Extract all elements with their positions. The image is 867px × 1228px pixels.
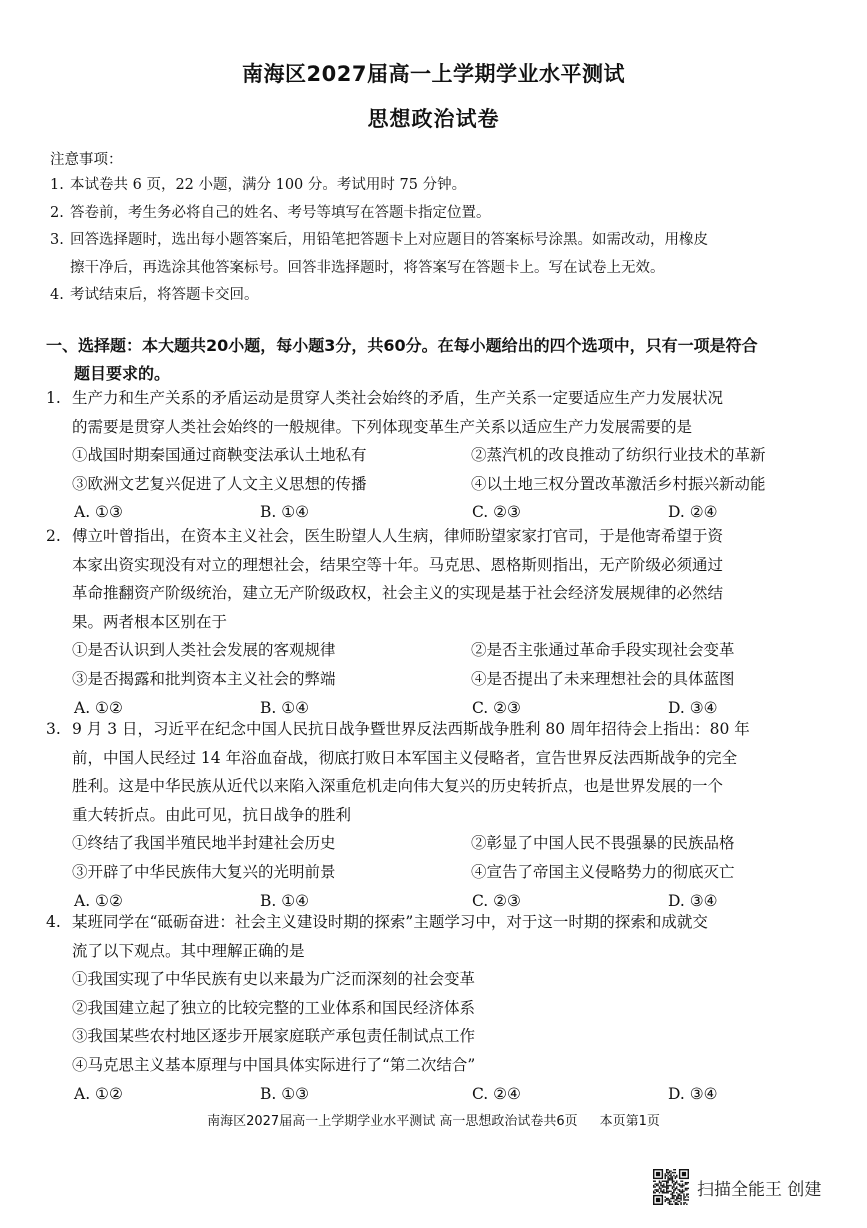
answer-option: B. ①④: [260, 891, 310, 910]
statement-row: [46, 1051, 846, 1080]
question-stem-line: [46, 715, 846, 744]
question-stem-text: 革命推翻资产阶级统治，建立无产阶级政权，社会主义的实现是基于社会经济发展规律的必然结: [72, 584, 724, 603]
question-stem-text: 傅立叶曾指出，在资本主义社会，医生盼望人人生病，律师盼望家家打官司，于是他寄希望于资: [72, 527, 724, 545]
answer-option: A. ①②: [74, 1084, 123, 1103]
notes-item-number: 1.: [50, 177, 64, 193]
section-heading-line: 一、选择题：本大题共20小题，每小题3分，共60分。在每小题给出的四个选项中，只有一项是符合: [46, 336, 758, 355]
statement-row: [46, 470, 846, 499]
question-stem-text: 生产力和生产关系的矛盾运动是贯穿人类社会始终的矛盾，生产关系一定要适应生产力发展状况: [72, 389, 724, 407]
notes-item-text: 考试结束后，将答题卡交回。: [70, 287, 259, 303]
notes-item-number: 2.: [50, 204, 64, 221]
notes-item-line: [50, 200, 830, 228]
section-heading: [46, 332, 836, 388]
statement-item: ①终结了我国半殖民地半封建社会历史: [72, 834, 336, 853]
statement-item: ③开辟了中华民族伟大复兴的光明前景: [72, 862, 336, 881]
section-heading-line: 题目要求的。: [74, 364, 171, 383]
question-stem-text: 胜利。这是中华民族从近代以来陷入深重危机走向伟大复兴的历史转折点，也是世界发展的一个: [72, 777, 724, 796]
question-stem-text: 重大转折点。由此可见，抗日战争的胜利: [72, 805, 352, 824]
footer-text: 南海区2027届高一上学期学业水平测试 高一思想政治试卷共6页: [207, 1114, 578, 1129]
statement-row: [46, 441, 846, 470]
question-number: 2.: [46, 527, 61, 545]
statement-item: ④马克思主义基本原理与中国具体实际进行了“第二次结合”: [72, 1055, 476, 1074]
answer-option: B. ①④: [260, 698, 310, 717]
answer-option: C. ②③: [472, 891, 521, 910]
question-stem-line: [46, 801, 846, 830]
question-stem-text: 某班同学在“砥砺奋进：社会主义建设时期的探索”主题学习中，对于这一时期的探索和成就交: [72, 913, 708, 931]
answer-option: D. ②④: [668, 503, 718, 522]
notes-item-number: 4.: [50, 287, 64, 303]
exam-title: 南海区2027届高一上学期学业水平测试: [242, 62, 625, 86]
notes-item-line: [50, 172, 830, 200]
question-stem-line: [46, 908, 846, 937]
question-stem-text: 前，中国人民经过 14 年浴血奋战，彻底打败日本军国主义侵略者，宣告世界反法西斯战争的完全: [72, 748, 738, 767]
question-stem-line: [46, 744, 846, 773]
notes-heading: 注意事项：: [50, 152, 123, 168]
statement-item: ②彰显了中国人民不畏强暴的民族品格: [471, 834, 735, 853]
exam-subtitle: 思想政治试卷: [367, 107, 500, 131]
notes-item-text: 本试卷共 6 页，22 小题，满分 100 分。考试用时 75 分钟。: [70, 177, 467, 193]
answer-option: C. ②③: [472, 503, 521, 522]
statement-item: ④是否提出了未来理想社会的具体蓝图: [471, 669, 735, 688]
statement-item: ④宣告了帝国主义侵略势力的彻底灭亡: [471, 862, 735, 881]
question-block: [46, 715, 846, 915]
answer-option: A. ①②: [74, 891, 123, 910]
question-number: 1.: [46, 389, 61, 407]
statement-row: [46, 636, 846, 665]
statement-row: [46, 994, 846, 1023]
statement-item: ②是否主张通过革命手段实现社会变革: [471, 641, 735, 660]
answer-option: C. ②④: [472, 1084, 521, 1103]
scanner-watermark: [653, 1168, 821, 1206]
notes-item-text: 答卷前，考生务必将自己的姓名、考号等填写在答题卡指定位置。: [70, 204, 491, 221]
statement-item: ②蒸汽机的改良推动了纺织行业技术的革新: [471, 446, 766, 465]
statement-item: ③我国某些农村地区逐步开展家庭联产承包责任制试点工作: [72, 1027, 476, 1046]
statement-row: [46, 858, 846, 887]
answer-option: A. ①③: [74, 503, 123, 522]
question-number: 4.: [46, 913, 61, 931]
question-number: 3.: [46, 720, 61, 738]
answer-option: D. ③④: [668, 698, 718, 717]
statement-row: [46, 965, 846, 994]
notes-item-number: 3.: [50, 232, 64, 248]
question-block: [46, 522, 846, 722]
question-stem-text: 本家出资实现没有对立的理想社会，结果空等十年。马克思、恩格斯则指出，无产阶级必须通过: [72, 555, 724, 574]
notes-item-line: [50, 282, 830, 310]
answer-option: B. ①③: [260, 1084, 310, 1103]
question-stem-line: [46, 579, 846, 608]
question-stem-line: [46, 522, 846, 551]
statement-item: ①战国时期秦国通过商鞅变法承认土地私有: [72, 446, 367, 465]
question-stem-line: [46, 937, 846, 966]
statement-row: [46, 1022, 846, 1051]
qr-code-icon: [653, 1169, 689, 1205]
answer-option: D. ③④: [668, 891, 718, 910]
statement-item: ③欧洲文艺复兴促进了人文主义思想的传播: [72, 474, 367, 493]
answer-option: D. ③④: [668, 1084, 718, 1103]
footer-page-number: 本页第1页: [599, 1114, 660, 1129]
question-stem-line: [46, 772, 846, 801]
question-stem-text: 流了以下观点。其中理解正确的是: [72, 941, 305, 960]
question-block: [46, 908, 846, 1108]
notes-item-line: [50, 227, 830, 255]
statement-item: ①是否认识到人类社会发展的客观规律: [72, 641, 336, 660]
statement-item: ④以土地三权分置改革激活乡村振兴新动能: [471, 474, 766, 493]
statement-item: ②我国建立起了独立的比较完整的工业体系和国民经济体系: [72, 998, 476, 1017]
question-stem-line: [46, 384, 846, 413]
answer-option: A. ①②: [74, 698, 123, 717]
notes-item-text: 擦干净后，再选涂其他答案标号。回答非选择题时，将答案写在答题卡上。写在试卷上无效。: [70, 259, 665, 276]
notes-section: [50, 148, 830, 310]
statement-item: ③是否揭露和批判资本主义社会的弊端: [72, 669, 336, 688]
page-footer: [0, 1110, 867, 1129]
answer-option: C. ②③: [472, 698, 521, 717]
question-stem-line: [46, 608, 846, 637]
notes-list: [50, 172, 830, 310]
notes-item-line: [50, 255, 830, 283]
scanner-watermark-text: 扫描全能王 创建: [697, 1179, 822, 1200]
answer-option: B. ①④: [260, 503, 310, 522]
statement-row: [46, 829, 846, 858]
statement-row: [46, 665, 846, 694]
question-stem-text: 的需要是贯穿人类社会始终的一般规律。下列体现变革生产关系以适应生产力发展需要的是: [72, 417, 693, 436]
question-stem-line: [46, 551, 846, 580]
question-stem-line: [46, 413, 846, 442]
options-row: [46, 1080, 846, 1109]
statement-item: ①我国实现了中华民族有史以来最为广泛而深刻的社会变革: [72, 970, 476, 989]
notes-item-text: 回答选择题时，选出每小题答案后，用铅笔把答题卡上对应题目的答案标号涂黑。如需改动，用橡皮: [70, 232, 708, 248]
question-stem-text: 果。两者根本区别在于: [72, 612, 228, 631]
question-block: [46, 384, 846, 527]
question-stem-text: 9 月 3 日，习近平在纪念中国人民抗日战争暨世界反法西斯战争胜利 80 周年招待会上指出：80 年: [72, 720, 750, 738]
